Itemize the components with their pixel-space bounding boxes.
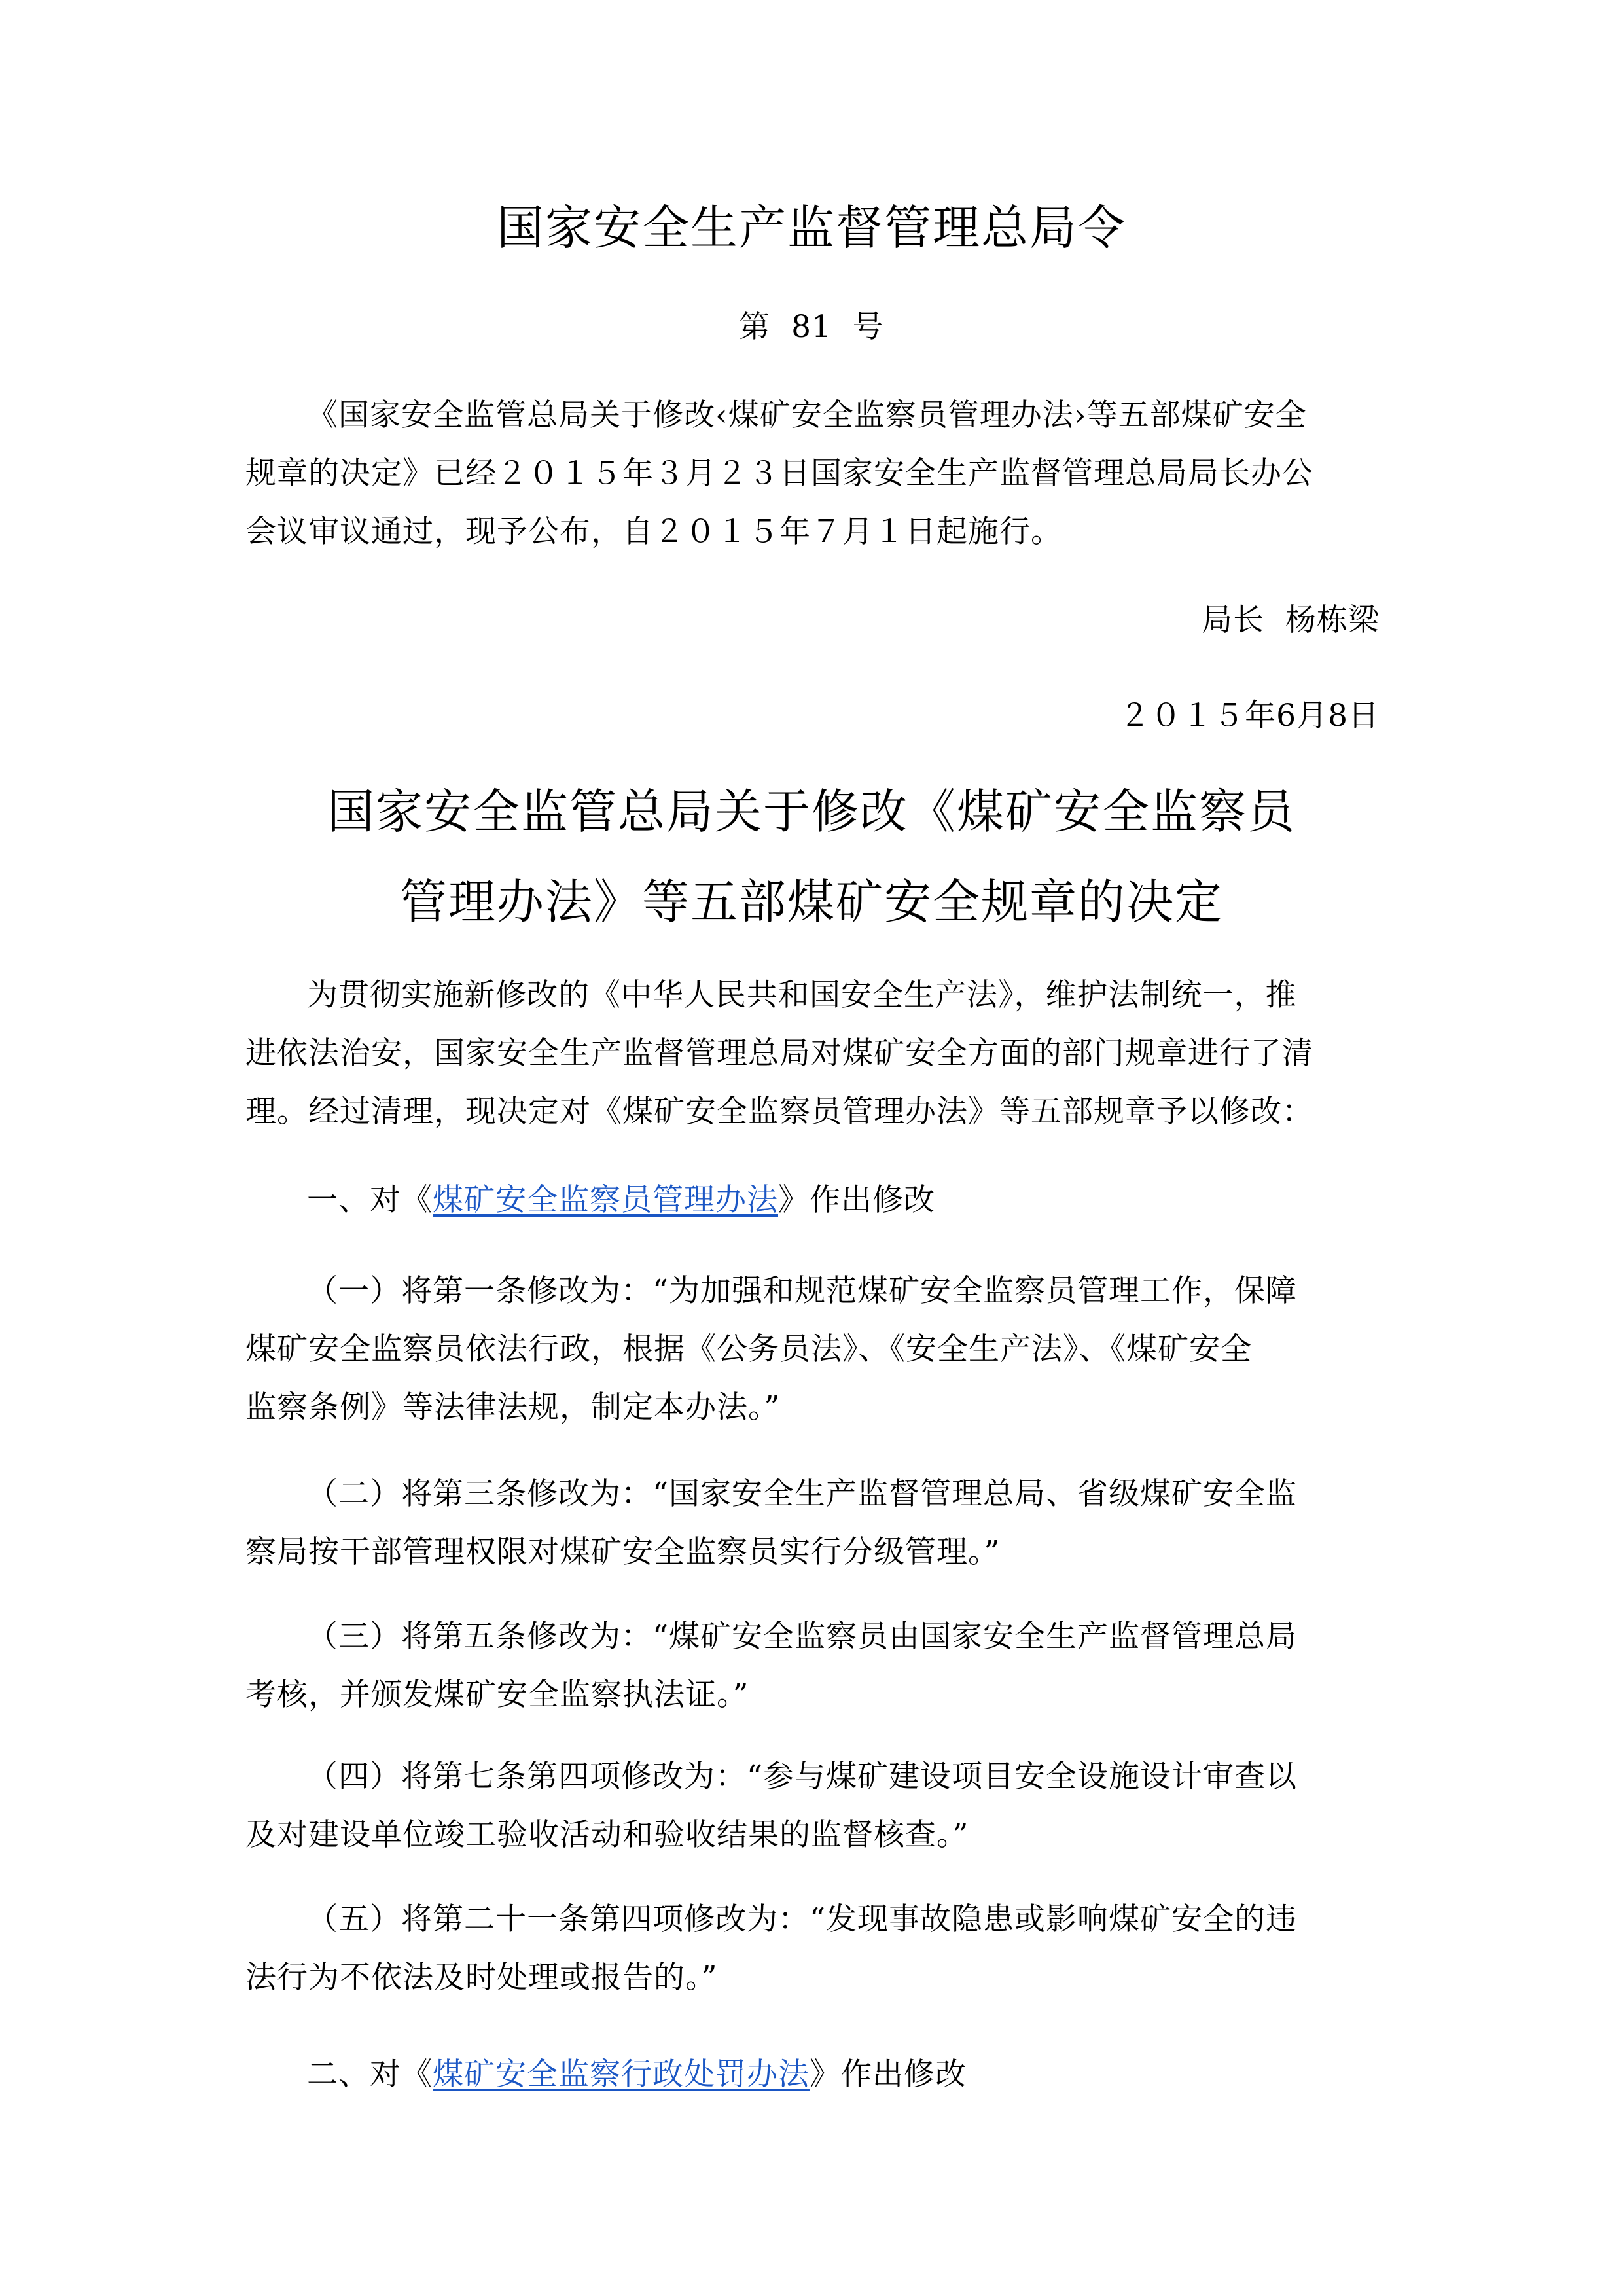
section-2-heading <box>307 2050 967 2094</box>
preamble-paragraph <box>245 966 1371 1141</box>
intro-line: 规章的决定》已经２０１５年３月２３日国家安全生产监督管理总局局长办公 <box>245 456 1313 492</box>
item-line: 及对建设单位竣工验收活动和验收结果的监督核查。” <box>245 1817 969 1853</box>
section-2-prefix: 二、对《 <box>307 2056 433 2092</box>
item-line: 煤矿安全监察员依法行政，根据《公务员法》、《安全生产法》、《煤矿安全 <box>245 1331 1252 1367</box>
amendment-item-2 <box>245 1465 1371 1581</box>
intro-line: 会议审议通过，现予公布，自２０１５年７月１日起施行。 <box>245 514 1062 550</box>
decision-title-line-2: 管理办法》等五部煤矿安全规章的决定 <box>399 874 1223 929</box>
item-line: （三）将第五条修改为：“煤矿安全监察员由国家安全生产监督管理总局 <box>307 1619 1298 1655</box>
section-1-suffix: 》作出修改 <box>778 1182 935 1218</box>
item-line: （二）将第三条修改为：“国家安全生产监督管理总局、省级煤矿安全监 <box>307 1476 1298 1512</box>
preamble-line: 理。经过清理，现决定对《煤矿安全监察员管理办法》等五部规章予以修改： <box>245 1094 1313 1130</box>
amendment-item-1 <box>245 1262 1371 1437</box>
preamble-line: 为贯彻实施新修改的《中华人民共和国安全生产法》，维护法制统一，推 <box>307 977 1297 1013</box>
amendment-item-5 <box>245 1890 1371 2007</box>
issue-date: ２０１５年6月8日 <box>1119 698 1380 734</box>
order-title: 国家安全生产监督管理总局令 <box>496 200 1126 255</box>
amendment-item-4 <box>245 1748 1371 1864</box>
section-2-link[interactable]: 煤矿安全监察行政处罚办法 <box>433 2056 810 2092</box>
item-line: 察局按干部管理权限对煤矿安全监察员实行分级管理。” <box>245 1534 1001 1570</box>
item-line: （五）将第二十一条第四项修改为：“发现事故隐患或影响煤矿安全的违 <box>307 1901 1298 1937</box>
section-2-suffix: 》作出修改 <box>810 2056 967 2092</box>
preamble-line: 进依法治安，国家安全生产监督管理总局对煤矿安全方面的部门规章进行了清 <box>245 1035 1313 1071</box>
section-1-link[interactable]: 煤矿安全监察员管理办法 <box>433 1182 778 1218</box>
order-number: 第 81 号 <box>739 309 884 345</box>
intro-line: 《国家安全监管总局关于修改‹煤矿安全监察员管理办法›等五部煤矿安全 <box>307 397 1307 433</box>
item-line: （四）将第七条第四项修改为：“参与煤矿建设项目安全设施设计审查以 <box>307 1759 1298 1795</box>
item-line: 监察条例》等法律法规，制定本办法。” <box>245 1390 781 1426</box>
item-line: 法行为不依法及时处理或报告的。” <box>245 1960 718 1996</box>
section-1-prefix: 一、对《 <box>307 1182 433 1218</box>
intro-paragraph <box>245 386 1371 561</box>
signatory: 局长 杨栋梁 <box>1202 602 1380 638</box>
item-line: （一）将第一条修改为：“为加强和规范煤矿安全监察员管理工作，保障 <box>307 1273 1298 1309</box>
item-line: 考核，并颁发煤矿安全监察执法证。” <box>245 1677 749 1713</box>
section-1-heading <box>307 1175 935 1219</box>
amendment-item-3 <box>245 1607 1371 1724</box>
decision-title-line-1: 国家安全监管总局关于修改《煤矿安全监察员 <box>327 784 1296 839</box>
